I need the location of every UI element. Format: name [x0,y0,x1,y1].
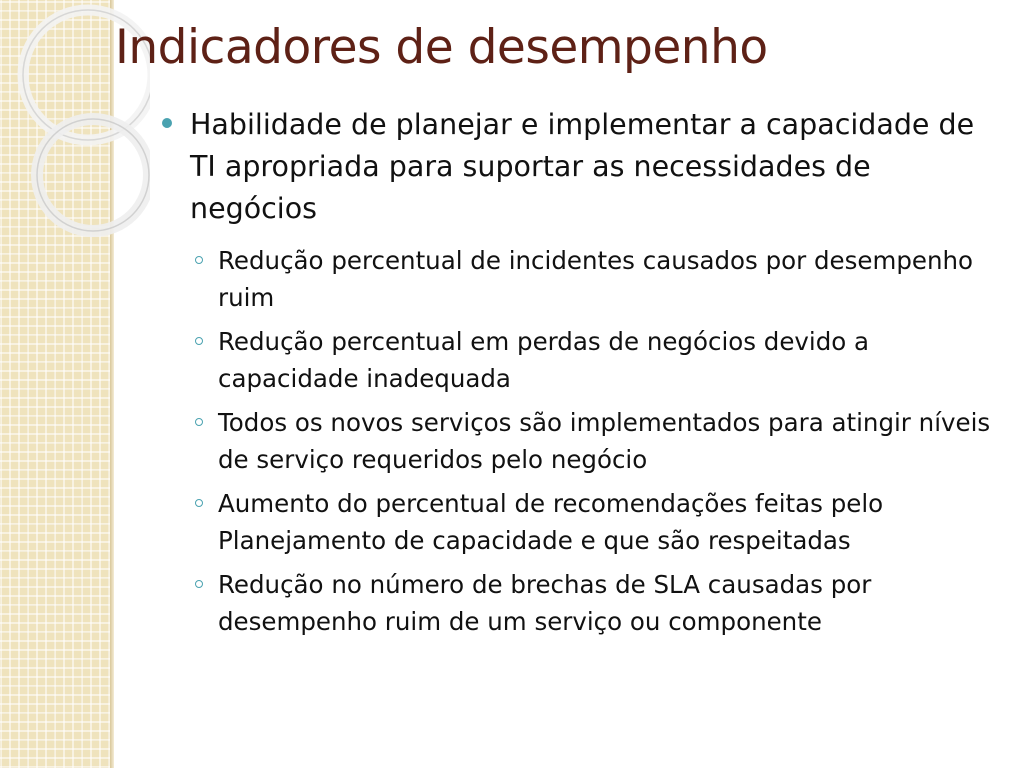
sub-bullet-list [192,242,998,640]
main-bullet-text: Habilidade de planejar e implementar a capacidade de TI apropriada para suportar as necessidades de negócios [190,108,975,225]
main-bullet [158,104,998,230]
bullet-dot-icon [162,118,172,128]
sub-bullet-text: Redução percentual de incidentes causados por desempenho ruim [218,246,974,312]
ring-bullet-icon [195,580,203,588]
list-item [192,485,998,559]
list-item [192,404,998,478]
sub-bullet-text: Redução percentual em perdas de negócios devido a capacidade inadequada [218,327,870,393]
sub-bullet-text: Todos os novos serviços são implementados para atingir níveis de serviço requeridos pelo negócio [218,408,991,474]
sub-bullet-text: Redução no número de brechas de SLA causadas por desempenho ruim de um serviço ou componente [218,570,872,636]
page-title: Indicadores de desempenho [115,20,768,75]
list-item [192,566,998,640]
ring-bullet-icon [195,337,203,345]
ring-bullet-icon [195,418,203,426]
list-item [192,323,998,397]
slide-content [158,104,998,647]
sub-bullet-text: Aumento do percentual de recomendações feitas pelo Planejamento de capacidade e que são respeitadas [218,489,884,555]
ring-bullet-icon [195,256,203,264]
ring-bullet-icon [195,499,203,507]
list-item [192,242,998,316]
